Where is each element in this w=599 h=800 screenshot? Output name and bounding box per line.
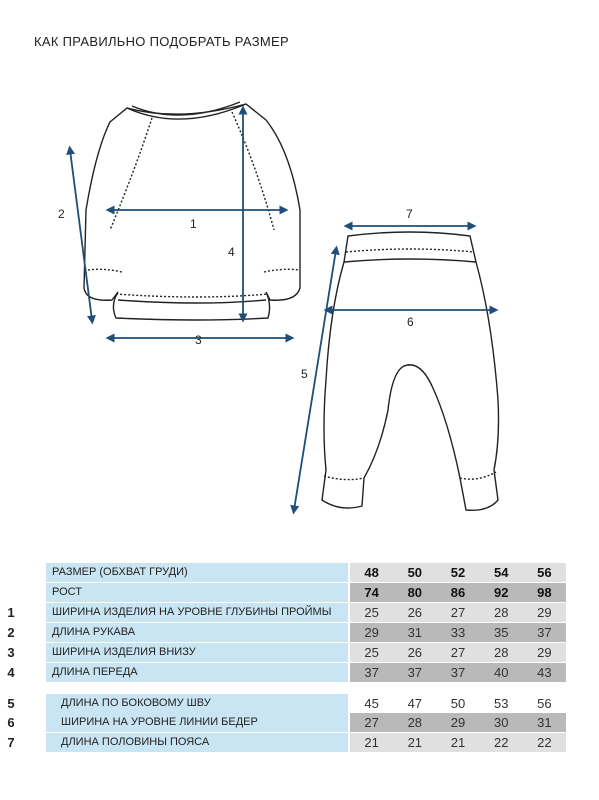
cell: 86 xyxy=(450,585,466,600)
cell: 29 xyxy=(364,625,379,640)
cell: 43 xyxy=(537,665,552,680)
cell: 31 xyxy=(407,625,423,640)
row-label: ДЛИНА ПО БОКОВОМУ ШВУ xyxy=(61,697,211,709)
row-label: ШИРИНА НА УРОВНЕ ЛИНИИ БЕДЕР xyxy=(61,716,258,728)
cell: 40 xyxy=(493,665,509,680)
row-number: 5 xyxy=(7,696,15,711)
row-label: ДЛИНА РУКАВА xyxy=(52,626,136,638)
row-label: ШИРИНА ИЗДЕЛИЯ ВНИЗУ xyxy=(52,646,196,658)
row-values xyxy=(350,663,566,682)
cell: 37 xyxy=(407,665,423,680)
cell: 25 xyxy=(364,645,379,660)
row-values xyxy=(350,713,566,732)
row-label: ДЛИНА ПЕРЕДА xyxy=(52,666,138,678)
row-number: 2 xyxy=(7,625,15,640)
cell: 29 xyxy=(537,645,552,660)
cell: 27 xyxy=(364,715,379,730)
cell: 35 xyxy=(493,625,509,640)
row-values xyxy=(350,563,566,582)
cell: 37 xyxy=(450,665,466,680)
row-number: 3 xyxy=(7,645,15,660)
cell: 48 xyxy=(364,565,379,580)
cell: 92 xyxy=(493,585,509,600)
cell: 27 xyxy=(450,605,466,620)
table-row-height xyxy=(46,583,566,602)
row-values xyxy=(350,733,566,752)
row-label: РОСТ xyxy=(52,586,82,598)
cell: 21 xyxy=(450,735,466,750)
label-5: 5 xyxy=(301,367,308,381)
cell: 30 xyxy=(493,715,509,730)
cell: 21 xyxy=(407,735,423,750)
table-row xyxy=(7,713,566,732)
cell: 56 xyxy=(537,696,552,711)
cell: 37 xyxy=(364,665,379,680)
cell: 54 xyxy=(493,565,509,580)
cell: 27 xyxy=(450,645,466,660)
row-values xyxy=(350,623,566,642)
cell: 37 xyxy=(537,625,552,640)
row-values xyxy=(350,603,566,622)
cell: 29 xyxy=(450,715,466,730)
row-label: ШИРИНА ИЗДЕЛИЯ НА УРОВНЕ ГЛУБИНЫ ПРОЙМЫ xyxy=(52,606,332,618)
cell: 21 xyxy=(364,735,379,750)
cell: 45 xyxy=(364,696,379,711)
cell: 52 xyxy=(450,565,466,580)
label-6: 6 xyxy=(407,315,414,329)
cell: 74 xyxy=(364,585,379,600)
cell: 22 xyxy=(493,735,509,750)
label-2: 2 xyxy=(58,207,65,221)
cell: 26 xyxy=(407,645,423,660)
cell: 47 xyxy=(407,696,423,711)
cell: 33 xyxy=(450,625,466,640)
table-row xyxy=(7,643,566,662)
table-row xyxy=(7,694,566,713)
cell: 31 xyxy=(537,715,552,730)
label-3: 3 xyxy=(195,333,202,347)
cell: 98 xyxy=(537,585,552,600)
cell: 28 xyxy=(493,645,509,660)
cell: 28 xyxy=(493,605,509,620)
cell: 50 xyxy=(407,565,423,580)
table-row xyxy=(7,663,566,682)
label-7: 7 xyxy=(406,207,413,221)
cell: 56 xyxy=(537,565,552,580)
row-label: РАЗМЕР (ОБХВАТ ГРУДИ) xyxy=(52,566,188,578)
row-number: 4 xyxy=(7,665,15,680)
label-4: 4 xyxy=(228,245,235,259)
row-values xyxy=(350,694,566,713)
row-label: ДЛИНА ПОЛОВИНЫ ПОЯСА xyxy=(61,736,210,748)
row-values xyxy=(350,583,566,602)
page-title: КАК ПРАВИЛЬНО ПОДОБРАТЬ РАЗМЕР xyxy=(34,34,289,49)
cell: 28 xyxy=(407,715,423,730)
table-row xyxy=(7,623,566,642)
cell: 22 xyxy=(537,735,552,750)
cell: 26 xyxy=(407,605,423,620)
cell: 29 xyxy=(537,605,552,620)
row-values xyxy=(350,643,566,662)
table-row-size xyxy=(46,563,566,582)
table-row xyxy=(7,603,566,622)
row-number: 6 xyxy=(7,715,15,730)
cell: 25 xyxy=(364,605,379,620)
cell: 80 xyxy=(407,585,423,600)
row-number: 7 xyxy=(7,735,15,750)
row-number: 1 xyxy=(7,605,15,620)
label-1: 1 xyxy=(190,217,197,231)
table-row xyxy=(7,733,566,752)
cell: 53 xyxy=(493,696,509,711)
cell: 50 xyxy=(450,696,466,711)
